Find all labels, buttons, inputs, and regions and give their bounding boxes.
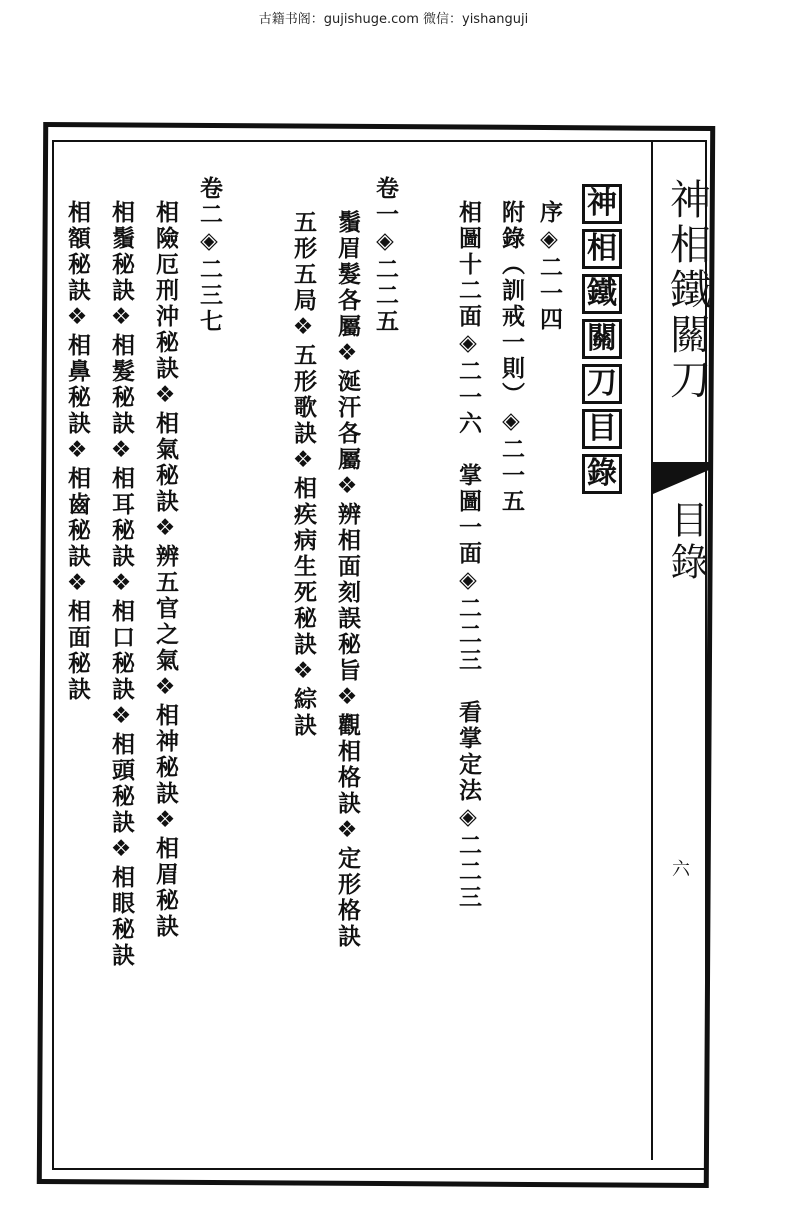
page-number: 六	[672, 859, 690, 880]
toc-volume-list: 相額秘訣❖相鼻秘訣❖相齒秘訣❖相面秘訣	[64, 200, 90, 703]
toc-entry-preface: 序◈二一四	[536, 200, 562, 333]
running-title: 神相鐵關刀	[663, 178, 711, 403]
title-char: 關	[582, 319, 622, 359]
boxed-title	[582, 184, 630, 499]
toc-volume-heading: 卷二◈二三七	[196, 176, 222, 335]
side-divider	[651, 142, 653, 1160]
running-subtitle: 目錄	[664, 500, 708, 584]
watermark-text: 古籍书阁：gujishuge.com 微信：yishanguji	[258, 12, 529, 27]
title-char: 鐵	[582, 274, 622, 314]
title-char: 相	[582, 229, 622, 269]
toc-volume-list: 相鬚秘訣❖相髮秘訣❖相耳秘訣❖相口秘訣❖相頭秘訣❖相眼秘訣	[108, 200, 134, 969]
title-char: 刀	[582, 364, 622, 404]
wedge-ornament	[653, 462, 709, 494]
toc-entry-appendix: 附錄（訓戒一則）◈二一五	[498, 200, 524, 515]
title-char: 錄	[582, 454, 622, 494]
toc-volume-list: 鬚眉髮各屬❖涎汗各屬❖辨相面刻誤秘旨❖觀相格訣❖定形格訣	[334, 210, 360, 950]
toc-entry-figures: 相圖十二面◈二一六 掌圖一面◈二二三 看掌定法◈二二三	[455, 200, 481, 911]
title-char: 目	[582, 409, 622, 449]
toc-volume-heading: 卷一◈二二五	[372, 176, 398, 335]
title-char: 神	[582, 184, 622, 224]
toc-volume-list: 五形五局❖五形歌訣❖相疾病生死秘訣❖綜訣	[290, 210, 316, 739]
toc-volume-list: 相險厄刑沖秘訣❖相氣秘訣❖辨五官之氣❖相神秘訣❖相眉秘訣	[152, 200, 178, 940]
